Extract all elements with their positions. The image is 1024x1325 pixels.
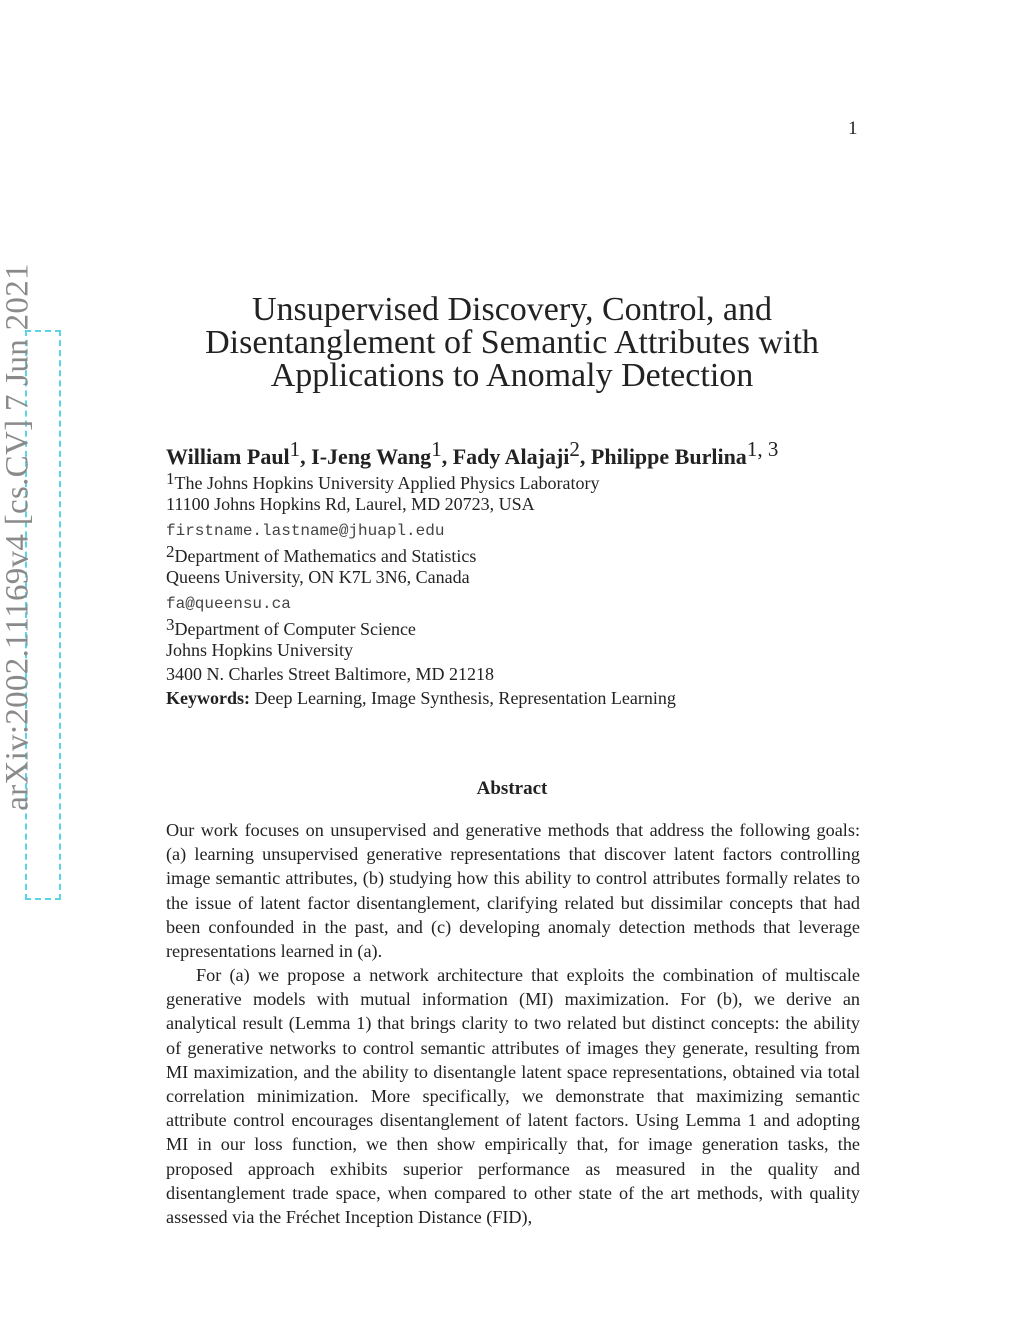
affiliation-2-name [166,542,476,567]
author-name: Fady Alajaji [452,444,570,469]
affiliation-mark: 1 [166,469,175,488]
author-separator: , [579,444,591,469]
abstract-paragraph-1: Our work focuses on unsupervised and generative methods that address the following goals: (a) learning unsupervised generative representations that discover latent factors controlling image semantic attributes, (b) studying how this ability to control attributes formally relates to the issue of latent factor disentanglement, clarifying related but dissimilar concepts that had been confounded in the past, and (c) developing anomaly detection methods that leverage representations learned in (a). [166,820,860,962]
author-separator: , [300,444,312,469]
affiliation-1-address: 11100 Johns Hopkins Rd, Laurel, MD 20723, USA [166,494,535,514]
affiliation-2-address: Queens University, ON K7L 3N6, Canada [166,567,470,587]
affiliation-mark: 2 [166,542,175,561]
author-affiliation-mark: 1, 3 [746,437,779,461]
author-name: William Paul [166,444,290,469]
keywords-text: Deep Learning, Image Synthesis, Representation Learning [250,688,676,708]
affiliation-text: The Johns Hopkins University Applied Physics Laboratory [174,473,600,493]
author-separator: , [441,444,453,469]
author-list [166,437,778,470]
arxiv-stamp-text: arXiv:2002.11169v4 [cs.CV] 7 Jun 2021 [0,263,36,811]
author-affiliation-mark: 1 [289,437,301,461]
paper-title [0,293,1024,392]
affiliation-3-name [166,615,416,640]
abstract-paragraph-2: For (a) we propose a network architecture that exploits the combination of multiscale generative models with mutual information (MI) maximization. For (b), we derive an analytical result (Lemma 1) that brings clarity to two related but distinct concepts: the ability of generative networks to control semantic attributes of images they generate, resulting from MI maximization, and the ability to disentangle latent space representations, obtained via total correlation minimization. More specifically, we demonstrate that maximizing semantic attribute control encourages disentanglement of latent factors. Using Lemma 1 and adopting MI in our loss function, we then show empirically that, for image generation tasks, the proposed approach exhibits superior performance as measured in the quality and disentanglement trade space, when compared to other state of the art methods, with quality assessed via the Fréchet Inception Distance (FID), [166,965,860,1228]
author-affiliation-mark: 1 [431,437,442,461]
affiliation-3-address: 3400 N. Charles Street Baltimore, MD 21218 [166,664,494,684]
page-number: 1 [848,118,858,139]
abstract-heading: Abstract [476,778,548,799]
affiliation-mark: 3 [166,615,175,634]
title-line: Disentanglement of Semantic Attributes with [205,324,819,361]
title-line: Unsupervised Discovery, Control, and [252,291,772,328]
keywords [166,688,676,709]
affiliation-text: Department of Computer Science [174,619,416,639]
keywords-label: Keywords: [166,688,250,708]
affiliation-1-email[interactable]: firstname.lastname@jhuapl.edu [166,522,445,540]
author-name: I-Jeng Wang [311,444,432,469]
author-name: Philippe Burlina [590,444,747,469]
title-line: Applications to Anomaly Detection [270,357,754,394]
author-affiliation-mark: 2 [569,437,580,461]
affiliation-1-name [166,469,599,494]
affiliation-text: Department of Mathematics and Statistics [174,546,477,566]
affiliation-2-email[interactable]: fa@queensu.ca [166,595,291,613]
affiliation-3-institution: Johns Hopkins University [166,640,354,660]
